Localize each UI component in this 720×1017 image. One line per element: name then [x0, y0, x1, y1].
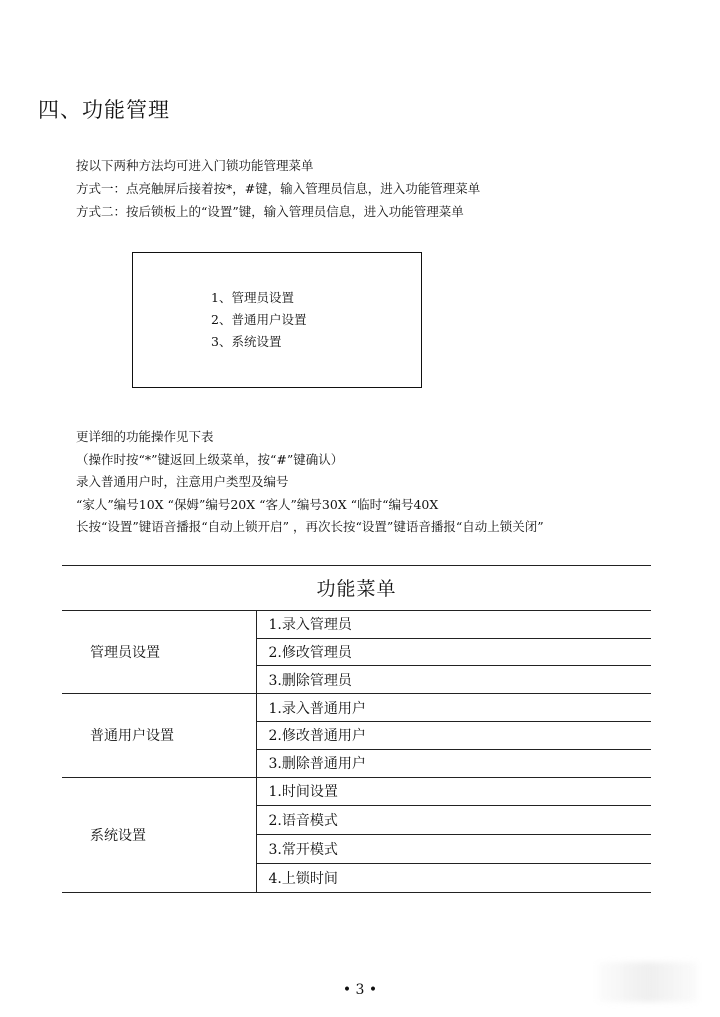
page-number: • 3 • [342, 982, 378, 998]
intro-line-1: 按以下两种方法均可进入门锁功能管理菜单 [76, 158, 314, 173]
function-menu-table [62, 565, 651, 893]
menu-box [132, 252, 422, 388]
scan-smudge [598, 962, 698, 1002]
details-line-5: 长按“设置”键语音播报“自动上锁开启” ，再次长按“设置”键语音播报“自动上锁关闭” [76, 519, 544, 534]
table-item: 2.修改普通用户 [256, 722, 651, 750]
group-system-settings: 系统设置 [62, 777, 256, 892]
table-item: 1.时间设置 [256, 777, 651, 806]
menu-box-item: 2、普通用户设置 [211, 312, 307, 327]
table-item: 3.删除普通用户 [256, 749, 651, 777]
table-item: 2.修改管理员 [256, 638, 651, 666]
table-item: 1.录入管理员 [256, 610, 651, 638]
table-item: 2.语音模式 [256, 806, 651, 835]
group-user-settings: 普通用户设置 [62, 694, 256, 777]
table-caption: 功能菜单 [62, 566, 651, 611]
details-line-4: “家人”编号10X “保姆”编号20X “客人”编号30X “临时“编号40X [76, 497, 439, 512]
details-line-1: 更详细的功能操作见下表 [76, 429, 214, 444]
intro-line-2: 方式一：点亮触屏后接着按*，#键，输入管理员信息，进入功能管理菜单 [76, 181, 481, 196]
group-admin-settings: 管理员设置 [62, 610, 256, 693]
intro-line-3: 方式二：按后锁板上的“设置”键，输入管理员信息，进入功能管理菜单 [76, 204, 464, 219]
menu-box-item: 3、系统设置 [211, 334, 282, 349]
menu-box-item: 1、管理员设置 [211, 290, 294, 305]
table-item: 3.删除管理员 [256, 666, 651, 694]
details-line-2: （操作时按“*”键返回上级菜单，按“#”键确认） [76, 452, 344, 467]
section-title: 四、功能管理 [38, 98, 170, 122]
table-item: 3.常开模式 [256, 835, 651, 864]
details-line-3: 录入普通用户时，注意用户类型及编号 [76, 474, 289, 489]
table-item: 4.上锁时间 [256, 864, 651, 893]
table-item: 1.录入普通用户 [256, 694, 651, 722]
